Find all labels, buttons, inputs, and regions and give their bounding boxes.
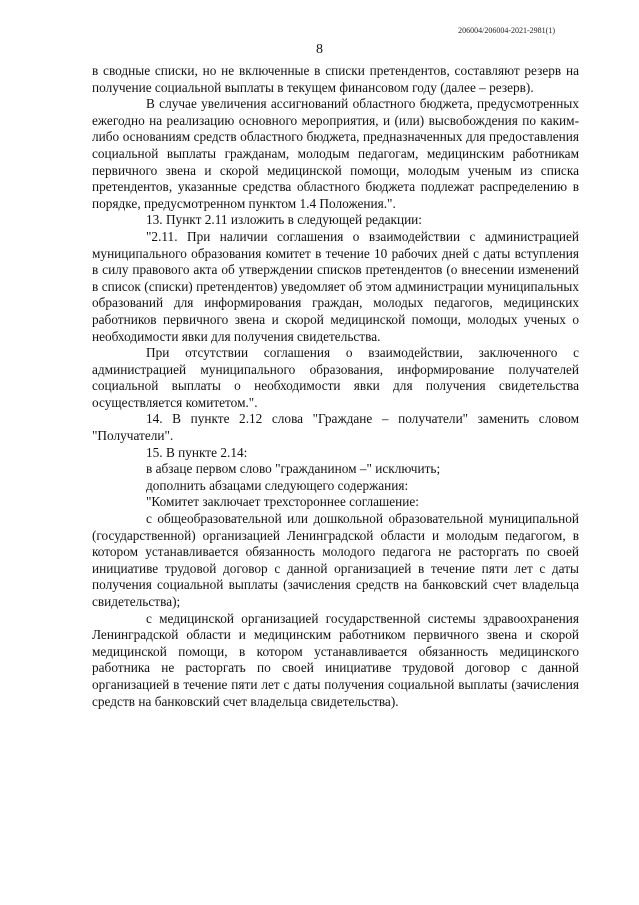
paragraph-item-15: 15. В пункте 2.14: [146,444,248,460]
paragraph-teacher-agreement: с общеобразовательной или дошкольной образовательной муниципальной (государственной) организацией Ленинградской области и молодым педагогом, в котором устанавливается обязанность молодого педагога не расторгать по своей инициативе трудовой договор с данной организацией в течение пяти лет с даты получения социальной выплаты (зачисления средств на банковский счет владельца свидетельства); [92,511,579,609]
document-id: 206004/206004-2021-2981(1) [458,26,555,35]
paragraph-budget-increase: В случае увеличения ассигнований областного бюджета, предусмотренных ежегодно на реализацию основного мероприятия, и (или) высвобождения по каким-либо основаниям средств областного бюджета, предназначенных для предоставления социальной выплаты гражданам, молодым педагогам, медицинским работникам первичного звена и скорой медицинской помощи, молодым ученым из списка претендентов, указанные средства областного бюджета подлежат распределению в порядке, предусмотренном пунктом 1.4 Положения.". [92,96,579,211]
page-number: 8 [316,42,323,57]
paragraph-first-abzac: в абзаце первом слово "гражданином –" исключить; [146,461,441,477]
paragraph-item-13: 13. Пункт 2.11 изложить в следующей редакции: [146,212,422,228]
document-body [92,63,579,710]
paragraph-item-14: 14. В пункте 2.12 слова "Граждане – получатели" заменить словом "Получатели". [92,411,579,444]
paragraph-tripartite: "Комитет заключает трехстороннее соглашение: [146,494,420,510]
paragraph-no-agreement: При отсутствии соглашения о взаимодействии, заключенного с администрацией муниципального образования, информирование получателей социальной выплаты о необходимости явки для получения свидетельства осуществляется комитетом.". [92,345,579,410]
paragraph-reserve: в сводные списки, но не включенные в списки претендентов, составляют резерв на получение социальной выплаты в текущем финансовом году (далее – резерв). [92,63,579,95]
paragraph-medical-agreement: с медицинской организацией государственной системы здравоохранения Ленинградской области и медицинским работником первичного звена и скорой медицинской помощи, в котором устанавливается обязанность медицинского работника не расторгать по своей инициативе трудовой договор с данной организацией в течение пяти лет с даты получения социальной выплаты (зачисления средств на банковский счет владельца свидетельства). [92,610,579,709]
paragraph-add-abzacs: дополнить абзацами следующего содержания: [146,477,409,493]
paragraph-clause-2-11: "2.11. При наличии соглашения о взаимодействии с администрацией муниципального образования комитет в течение 10 рабочих дней с даты вступления в силу правового акта об утверждении списков претендентов (о внесении изменений в список (списки) претендентов) уведомляет об этом администрации муниципальных образований для информирования граждан, молодых педагогов, медицинских работников первичного звена и скорой медицинской помощи, молодых ученых о необходимости явки для получения свидетельства. [92,228,579,344]
